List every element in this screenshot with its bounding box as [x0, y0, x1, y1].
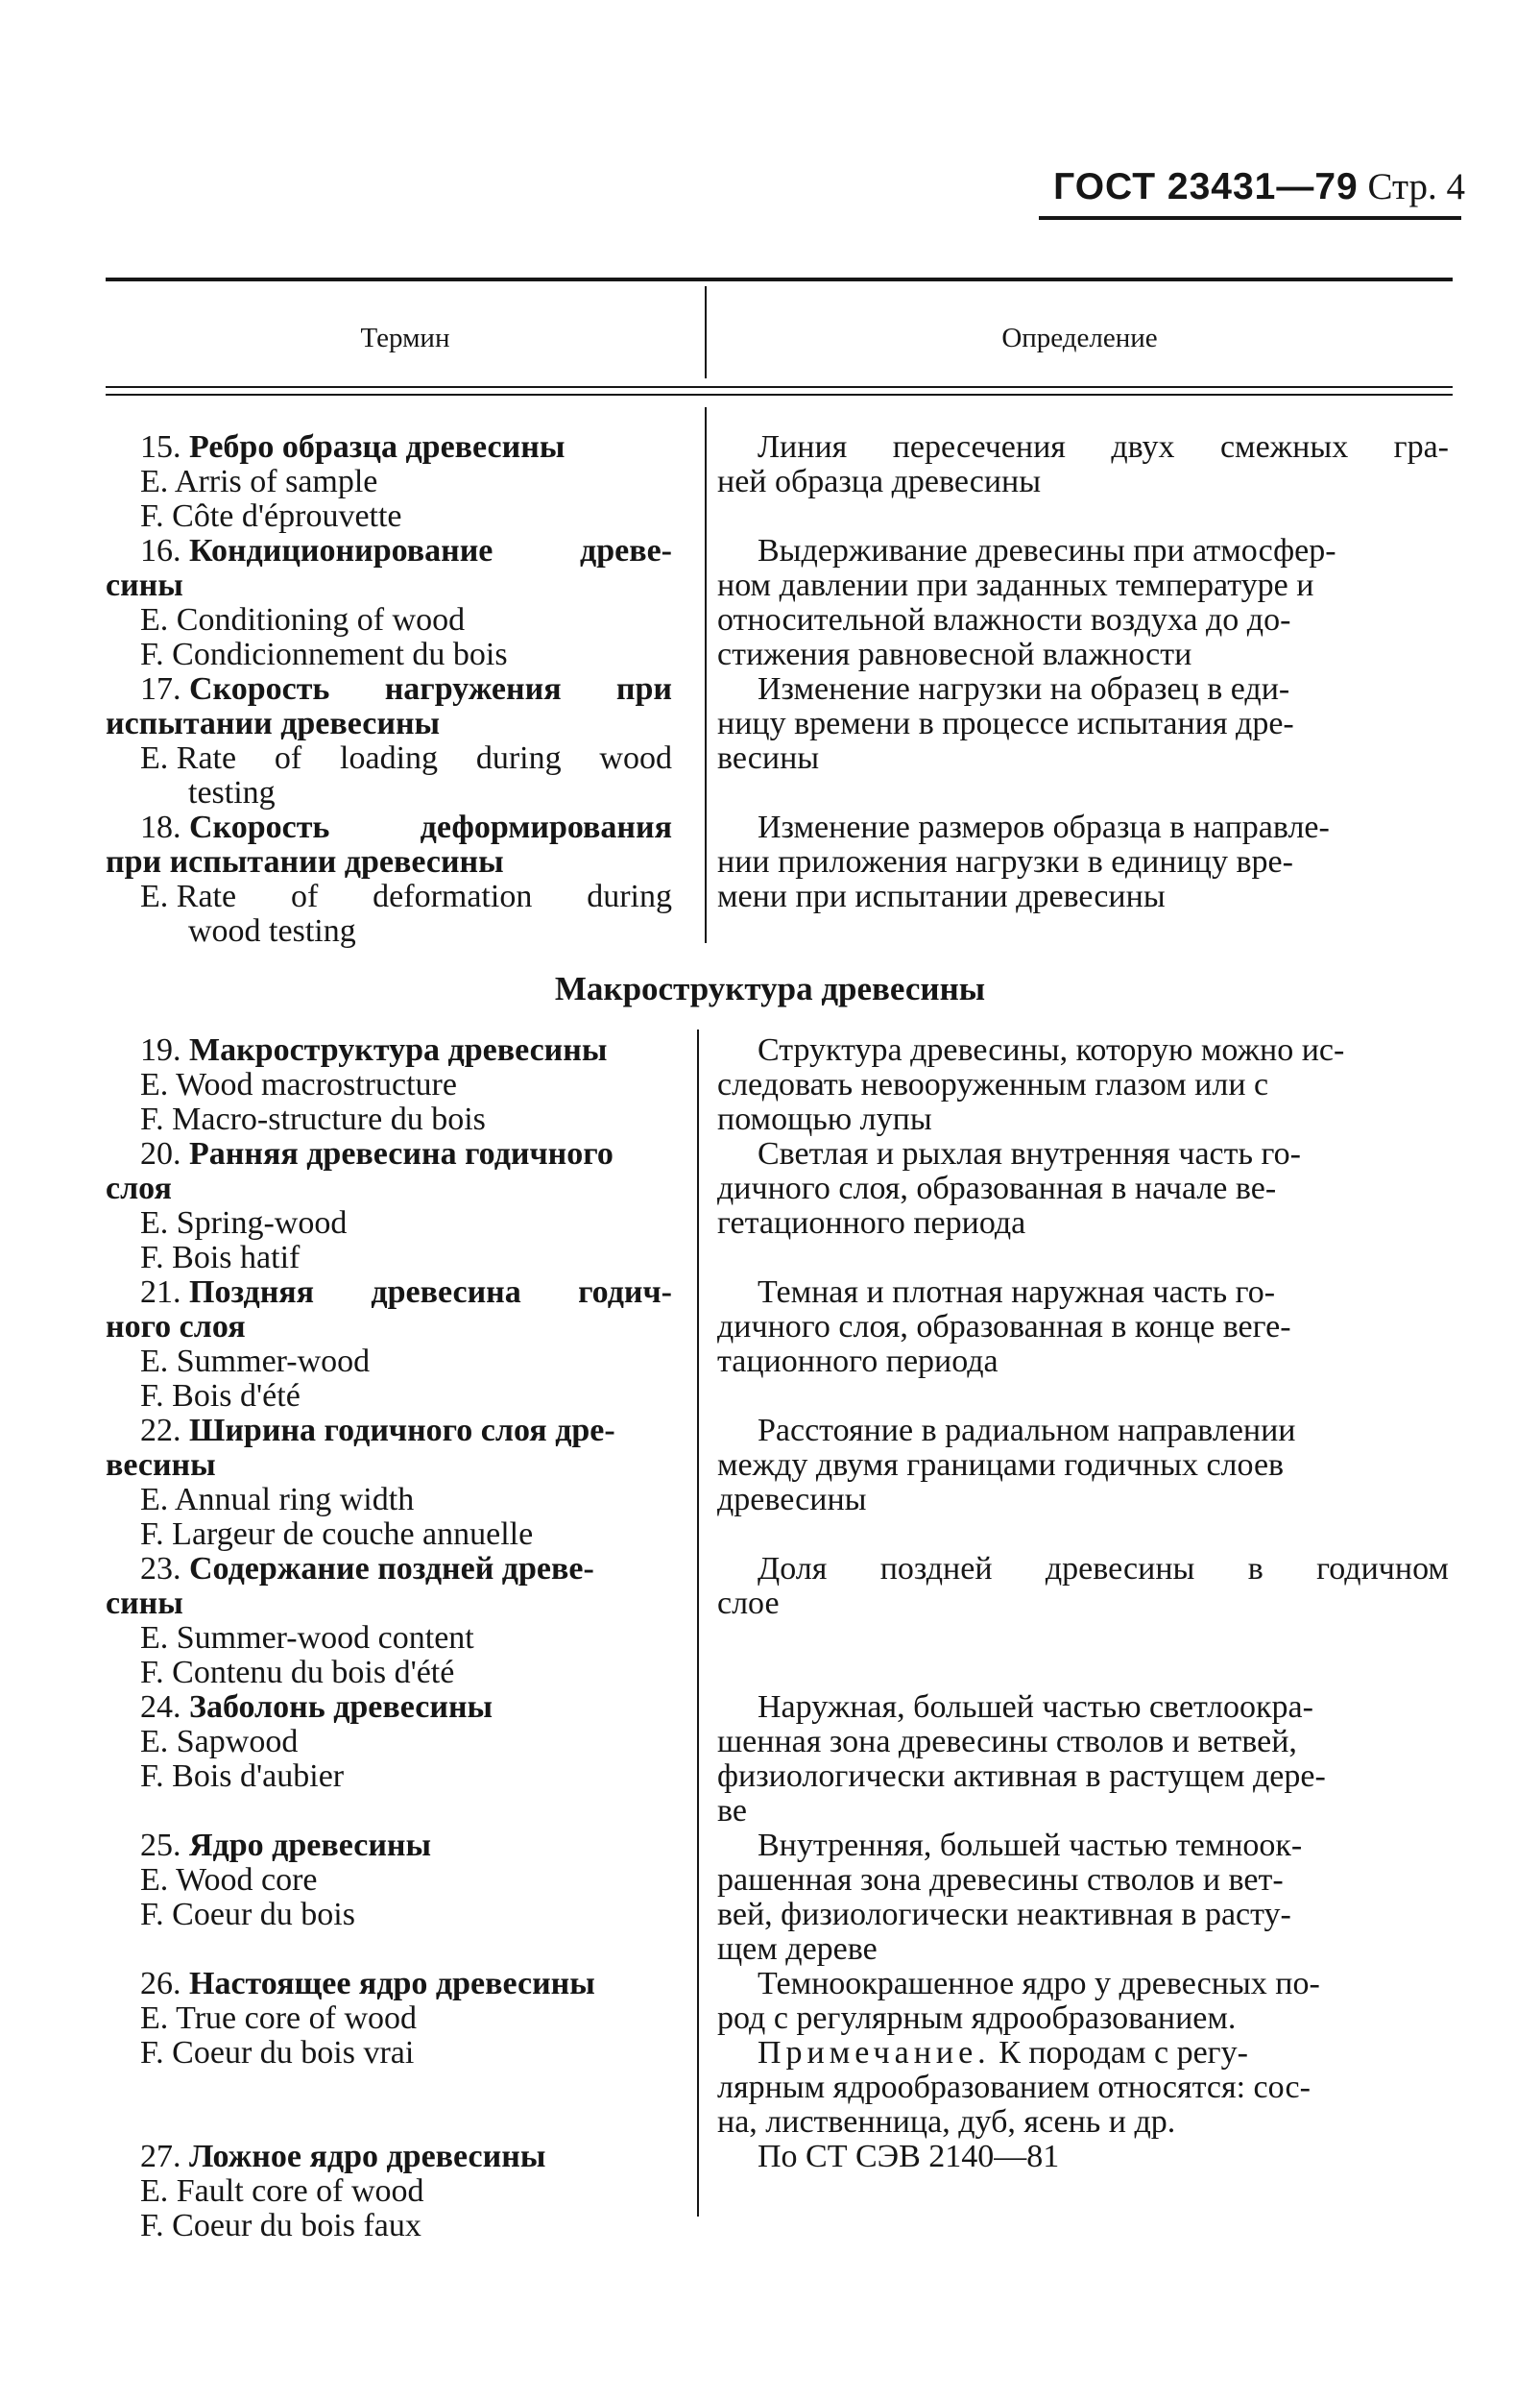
def-22-line-3: древесины — [717, 1482, 867, 1517]
def-26-reference: По СТ СЭВ 2140—81 — [758, 2139, 1060, 2174]
term-25-fr: F. Coeur du bois — [140, 1897, 355, 1932]
term-23-en: E. Summer-wood content — [140, 1620, 474, 1656]
def-25-line-2: рашенная зона древесины стволов и вет- — [717, 1862, 1284, 1898]
term-23-cont: сины — [106, 1586, 183, 1621]
running-head — [1053, 165, 1465, 208]
term-21: 21. Поздняя древесина годич- — [140, 1274, 672, 1310]
term-26-fr: F. Coeur du bois vrai — [140, 2035, 415, 2071]
def-21-line-1: Темная и плотная наружная часть го- — [758, 1274, 1276, 1310]
term-23: 23. Содержание поздней древе- — [140, 1551, 594, 1587]
terms-block-2 — [106, 1033, 672, 2243]
def-17-line-2: ницу времени в процессе испытания дре- — [717, 706, 1294, 741]
def-25-line-1: Внутренняя, большей частью темноок- — [758, 1828, 1303, 1863]
table-header-rule-1 — [106, 386, 1453, 388]
def-16-line-4: стижения равновесной влажности — [717, 637, 1192, 672]
term-18: 18. Скорость деформирования — [140, 810, 672, 845]
term-17-cont: испытании древесины — [106, 706, 441, 741]
def-20-line-2: дичного слоя, образованная в начале ве- — [717, 1171, 1277, 1206]
def-26-line-1: Темноокрашенное ядро у древесных по- — [758, 1966, 1320, 2001]
def-24-line-2: шенная зона древесины стволов и ветвей, — [717, 1724, 1297, 1759]
def-18-line-2: нии приложения нагрузки в единицу вре- — [717, 844, 1293, 880]
definitions-block-2 — [717, 1033, 1449, 2174]
term-16-en: E. Conditioning of wood — [140, 602, 466, 638]
def-18-line-3: мени при испытании древесины — [717, 879, 1166, 914]
term-20-cont: слоя — [106, 1171, 172, 1206]
term-15: 15. Ребро образца древесины — [140, 429, 565, 465]
def-17-line-3: весины — [717, 740, 820, 776]
def-24-line-4: ве — [717, 1793, 747, 1829]
term-21-fr: F. Bois d'été — [140, 1378, 301, 1414]
def-23-line-1: Доля поздней древесины в годичном — [758, 1551, 1449, 1587]
term-21-en: E. Summer-wood — [140, 1344, 371, 1379]
term-26-en: E. True core of wood — [140, 2000, 418, 2036]
page-number: Стр. 4 — [1367, 166, 1465, 207]
def-15-line-2: ней образца древесины — [717, 464, 1042, 499]
def-26-note-line-2: лярным ядрообразованием относятся: сос- — [717, 2070, 1311, 2105]
def-26-line-2: род с регулярным ядрообразованием. — [717, 2000, 1237, 2036]
def-23-line-2: слое — [717, 1586, 780, 1621]
def-19-line-2: следовать невооруженным глазом или с — [717, 1067, 1269, 1103]
column-header-term: Термин — [360, 323, 450, 353]
table-top-rule — [106, 278, 1453, 281]
def-16-line-2: ном давлении при заданных температуре и — [717, 568, 1314, 603]
term-20-en: E. Spring-wood — [140, 1205, 348, 1241]
term-19: 19. Макроструктура древесины — [140, 1032, 608, 1068]
def-21-line-3: тационного периода — [717, 1344, 999, 1379]
term-20: 20. Ранняя древесина годичного — [140, 1136, 614, 1172]
column-divider-1 — [705, 407, 707, 943]
term-15-en: E. Arris of sample — [140, 464, 378, 499]
term-24: 24. Заболонь древесины — [140, 1689, 493, 1725]
header-rule — [1039, 216, 1461, 220]
column-header-definition: Определение — [1001, 323, 1158, 353]
table-header-rule-2 — [106, 394, 1453, 396]
def-20-line-1: Светлая и рыхлая внутренняя часть го- — [758, 1136, 1301, 1172]
def-24-line-1: Наружная, большей частью светлоокра- — [758, 1689, 1313, 1725]
term-25: 25. Ядро древесины — [140, 1828, 432, 1863]
def-26-note-line-1: Примечание. К породам с регу- — [758, 2035, 1248, 2071]
def-22-line-2: между двумя границами годичных слоев — [717, 1447, 1285, 1483]
term-25-en: E. Wood core — [140, 1862, 318, 1898]
term-19-fr: F. Macro-structure du bois — [140, 1102, 486, 1137]
def-16-line-1: Выдерживание древесины при атмосфер- — [758, 533, 1336, 569]
def-15-line-1: Линия пересечения двух смежных гра- — [758, 429, 1449, 465]
term-17-en: E. Rate of loading during wood — [140, 740, 672, 776]
term-18-en: E. Rate of deformation during — [140, 879, 672, 914]
term-26: 26. Настоящее ядро древесины — [140, 1966, 595, 2001]
def-17-line-1: Изменение нагрузки на образец в еди- — [758, 671, 1290, 707]
term-22-fr: F. Largeur de couche annuelle — [140, 1516, 534, 1552]
note-label: Примечание. — [758, 2035, 991, 2071]
term-18-en-cont: wood testing — [188, 913, 356, 949]
term-22-en: E. Annual ring width — [140, 1482, 415, 1517]
standard-code: ГОСТ 23431—79 — [1053, 166, 1359, 207]
def-19-line-3: помощью лупы — [717, 1102, 932, 1137]
term-16-fr: F. Condicionnement du bois — [140, 637, 508, 672]
def-16-line-3: относительной влажности воздуха до до- — [717, 602, 1291, 638]
term-21-cont: ного слоя — [106, 1309, 246, 1345]
term-20-fr: F. Bois hatif — [140, 1240, 301, 1275]
section-title: Макроструктура древесины — [554, 970, 986, 1007]
def-25-line-4: щем дереве — [717, 1931, 878, 1967]
term-27-fr: F. Coeur du bois faux — [140, 2208, 421, 2243]
def-18-line-1: Изменение размеров образца в направле- — [758, 810, 1330, 845]
term-24-fr: F. Bois d'aubier — [140, 1758, 345, 1794]
term-15-fr: F. Côte d'éprouvette — [140, 498, 402, 534]
def-22-line-1: Расстояние в радиальном направлении — [758, 1413, 1296, 1448]
term-27-en: E. Fault core of wood — [140, 2173, 424, 2209]
term-17: 17. Скорость нагружения при — [140, 671, 672, 707]
def-26-note-line-3: на, лиственница, дуб, ясень и др. — [717, 2104, 1176, 2140]
def-20-line-3: гетационного периода — [717, 1205, 1026, 1241]
def-21-line-2: дичного слоя, образованная в конце веге- — [717, 1309, 1291, 1345]
term-16-cont: сины — [106, 568, 183, 603]
definitions-block-1 — [717, 430, 1449, 914]
def-25-line-3: вей, физиологически неактивная в расту- — [717, 1897, 1291, 1932]
def-24-line-3: физиологически активная в растущем дере- — [717, 1758, 1326, 1794]
term-24-en: E. Sapwood — [140, 1724, 299, 1759]
term-17-en-cont: testing — [188, 775, 276, 811]
def-19-line-1: Структура древесины, которую можно ис- — [758, 1032, 1345, 1068]
term-27: 27. Ложное ядро древесины — [140, 2139, 546, 2174]
column-divider-2 — [697, 1030, 699, 2217]
term-16: 16. Кондиционирование древе- — [140, 533, 672, 569]
term-19-en: E. Wood macrostructure — [140, 1067, 457, 1103]
term-22-cont: весины — [106, 1447, 216, 1483]
terms-block-1 — [106, 430, 672, 949]
term-23-fr: F. Contenu du bois d'été — [140, 1655, 455, 1690]
term-18-cont: при испытании древесины — [106, 844, 504, 880]
term-22: 22. Ширина годичного слоя дре- — [140, 1413, 615, 1448]
